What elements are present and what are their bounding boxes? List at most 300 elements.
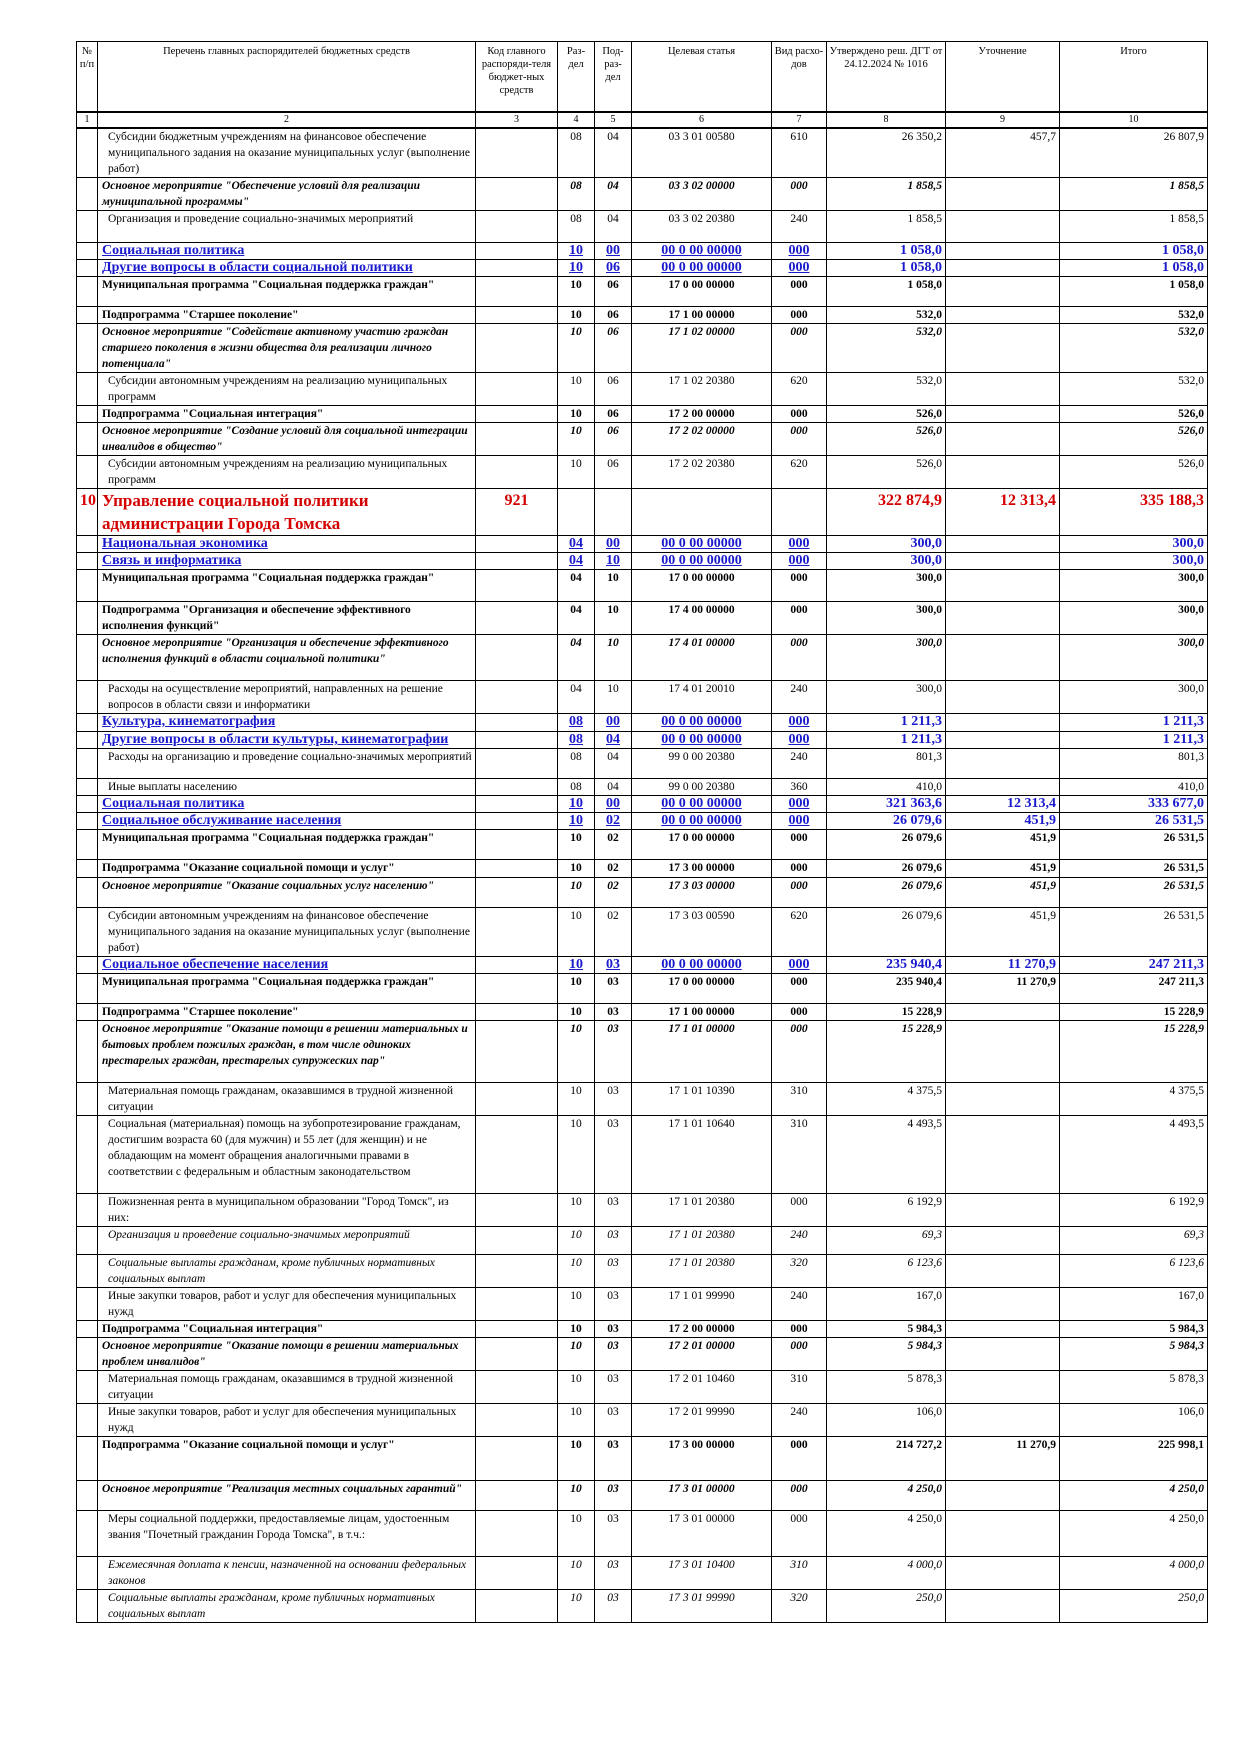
row-total: 4 000,0 (1060, 1557, 1208, 1590)
row-total: 26 807,9 (1060, 128, 1208, 178)
row-change: 451,9 (946, 908, 1060, 957)
row-vid: 000 (772, 324, 827, 373)
row-name: Подпрограмма "Старшее поколение" (98, 1004, 476, 1021)
row-change: 11 270,9 (946, 974, 1060, 1004)
row-approved: 1 058,0 (827, 243, 946, 260)
row-total: 333 677,0 (1060, 796, 1208, 813)
row-vid: 000 (772, 1021, 827, 1083)
row-approved: 1 858,5 (827, 211, 946, 243)
row-num (77, 1404, 98, 1437)
row-approved: 250,0 (827, 1590, 946, 1623)
row-razdel: 10 (558, 456, 595, 489)
row-change (946, 732, 1060, 749)
table-row (77, 307, 1208, 324)
row-name: Основное мероприятие "Реализация местных социальных гарантий" (98, 1481, 476, 1511)
row-change (946, 307, 1060, 324)
table-row (77, 635, 1208, 681)
row-total: 300,0 (1060, 570, 1208, 602)
row-change (946, 1338, 1060, 1371)
header-total: Итого (1060, 42, 1208, 112)
table-row (77, 1288, 1208, 1321)
table-row (77, 178, 1208, 211)
row-vid: 000 (772, 178, 827, 211)
row-target-article: 00 0 00 00000 (632, 813, 772, 830)
row-approved: 1 211,3 (827, 714, 946, 732)
row-approved: 26 079,6 (827, 813, 946, 830)
row-num (77, 602, 98, 635)
row-podrazdel: 10 (595, 553, 632, 570)
row-target-article: 17 2 00 00000 (632, 1321, 772, 1338)
row-target-article: 17 1 01 00000 (632, 1021, 772, 1083)
row-name: Субсидии автономным учреждениям на финансовое обеспечение муниципального задания на оказание муниципальных услуг (выполнение работ) (98, 908, 476, 957)
row-total: 1 211,3 (1060, 732, 1208, 749)
row-approved: 15 228,9 (827, 1021, 946, 1083)
row-razdel: 10 (558, 1021, 595, 1083)
row-podrazdel: 03 (595, 1004, 632, 1021)
row-total: 532,0 (1060, 307, 1208, 324)
row-target-article: 00 0 00 00000 (632, 260, 772, 277)
row-num (77, 260, 98, 277)
column-number: 6 (632, 112, 772, 128)
row-name: Подпрограмма "Организация и обеспечение эффективного исполнения функций" (98, 602, 476, 635)
row-num (77, 1590, 98, 1623)
row-target-article: 03 3 02 20380 (632, 211, 772, 243)
row-target-article: 17 1 01 99990 (632, 1288, 772, 1321)
row-podrazdel: 00 (595, 243, 632, 260)
row-total: 1 058,0 (1060, 260, 1208, 277)
row-approved: 5 984,3 (827, 1321, 946, 1338)
row-vid: 620 (772, 373, 827, 406)
row-num (77, 243, 98, 260)
row-razdel: 10 (558, 1481, 595, 1511)
row-num (77, 1116, 98, 1194)
row-code (476, 1194, 558, 1227)
row-num (77, 553, 98, 570)
row-code (476, 211, 558, 243)
row-razdel: 10 (558, 277, 595, 307)
row-num (77, 732, 98, 749)
row-target-article: 17 0 00 00000 (632, 974, 772, 1004)
table-header (77, 42, 1208, 128)
row-name: Муниципальная программа "Социальная поддержка граждан" (98, 277, 476, 307)
row-razdel: 10 (558, 307, 595, 324)
row-vid: 000 (772, 1511, 827, 1557)
row-total: 250,0 (1060, 1590, 1208, 1623)
row-vid: 000 (772, 860, 827, 878)
row-approved: 15 228,9 (827, 1004, 946, 1021)
row-podrazdel: 04 (595, 211, 632, 243)
row-change: 451,9 (946, 878, 1060, 908)
row-code (476, 974, 558, 1004)
row-target-article: 17 4 01 20010 (632, 681, 772, 714)
row-vid: 310 (772, 1557, 827, 1590)
row-code (476, 602, 558, 635)
row-change: 12 313,4 (946, 796, 1060, 813)
row-podrazdel: 03 (595, 1227, 632, 1255)
row-vid: 000 (772, 974, 827, 1004)
row-podrazdel: 06 (595, 456, 632, 489)
row-approved: 532,0 (827, 307, 946, 324)
row-code (476, 1557, 558, 1590)
row-podrazdel: 04 (595, 732, 632, 749)
row-target-article: 17 2 00 00000 (632, 406, 772, 423)
row-name: Меры социальной поддержки, предоставляемые лицам, удостоенным звания "Почетный гражданин Города Томска", в т.ч.: (98, 1511, 476, 1557)
table-row (77, 860, 1208, 878)
row-podrazdel: 03 (595, 1481, 632, 1511)
row-change (946, 1116, 1060, 1194)
row-target-article: 00 0 00 00000 (632, 553, 772, 570)
row-vid: 000 (772, 830, 827, 860)
row-code (476, 1338, 558, 1371)
row-podrazdel: 03 (595, 1371, 632, 1404)
row-num (77, 373, 98, 406)
row-razdel: 10 (558, 974, 595, 1004)
row-razdel: 10 (558, 1404, 595, 1437)
row-approved: 4 493,5 (827, 1116, 946, 1194)
row-target-article: 03 3 01 00580 (632, 128, 772, 178)
row-code (476, 260, 558, 277)
row-target-article: 17 2 01 00000 (632, 1338, 772, 1371)
row-name: Основное мероприятие "Организация и обеспечение эффективного исполнения функций в области социальной политики" (98, 635, 476, 681)
row-name: Муниципальная программа "Социальная поддержка граждан" (98, 974, 476, 1004)
row-num (77, 324, 98, 373)
row-code (476, 908, 558, 957)
row-num (77, 570, 98, 602)
row-razdel: 04 (558, 553, 595, 570)
row-vid: 000 (772, 536, 827, 553)
row-change: 11 270,9 (946, 1437, 1060, 1481)
column-number: 9 (946, 112, 1060, 128)
row-name: Основное мероприятие "Создание условий для социальной интеграции инвалидов в общество" (98, 423, 476, 456)
row-change (946, 1083, 1060, 1116)
row-change (946, 1481, 1060, 1511)
row-target-article: 00 0 00 00000 (632, 714, 772, 732)
row-code (476, 681, 558, 714)
row-podrazdel: 03 (595, 1511, 632, 1557)
row-code (476, 1288, 558, 1321)
row-podrazdel: 06 (595, 324, 632, 373)
row-num (77, 406, 98, 423)
row-total: 4 250,0 (1060, 1511, 1208, 1557)
row-total: 300,0 (1060, 635, 1208, 681)
row-razdel: 10 (558, 260, 595, 277)
table-body (77, 128, 1208, 1623)
row-vid: 000 (772, 732, 827, 749)
column-number: 10 (1060, 112, 1208, 128)
row-num (77, 908, 98, 957)
row-code (476, 456, 558, 489)
row-razdel: 10 (558, 1004, 595, 1021)
row-code (476, 878, 558, 908)
row-name: Связь и информатика (98, 553, 476, 570)
row-name: Основное мероприятие "Содействие активному участию граждан старшего поколения в жизни общества для реализации личного потенциала" (98, 324, 476, 373)
row-vid: 000 (772, 635, 827, 681)
row-target-article: 17 1 02 20380 (632, 373, 772, 406)
row-vid: 240 (772, 211, 827, 243)
row-approved: 106,0 (827, 1404, 946, 1437)
row-name: Муниципальная программа "Социальная поддержка граждан" (98, 570, 476, 602)
row-podrazdel: 00 (595, 714, 632, 732)
row-approved: 4 000,0 (827, 1557, 946, 1590)
row-total: 5 984,3 (1060, 1338, 1208, 1371)
row-target-article: 17 1 01 10640 (632, 1116, 772, 1194)
row-name: Социальная политика (98, 796, 476, 813)
column-number: 4 (558, 112, 595, 128)
row-name: Подпрограмма "Оказание социальной помощи и услуг" (98, 1437, 476, 1481)
row-total: 335 188,3 (1060, 489, 1208, 536)
row-podrazdel: 00 (595, 796, 632, 813)
table-row (77, 813, 1208, 830)
row-vid: 000 (772, 243, 827, 260)
row-total: 300,0 (1060, 553, 1208, 570)
row-target-article: 17 4 00 00000 (632, 602, 772, 635)
row-razdel: 08 (558, 779, 595, 796)
table-row (77, 1437, 1208, 1481)
row-razdel (558, 489, 595, 536)
table-row (77, 456, 1208, 489)
row-total: 4 375,5 (1060, 1083, 1208, 1116)
row-vid: 310 (772, 1083, 827, 1116)
row-razdel: 10 (558, 1288, 595, 1321)
row-target-article: 17 3 03 00000 (632, 878, 772, 908)
row-total: 15 228,9 (1060, 1021, 1208, 1083)
row-name: Основное мероприятие "Оказание социальных услуг населению" (98, 878, 476, 908)
row-razdel: 10 (558, 373, 595, 406)
header-num: № п/п (77, 42, 98, 112)
row-num (77, 1227, 98, 1255)
row-name: Муниципальная программа "Социальная поддержка граждан" (98, 830, 476, 860)
row-razdel: 08 (558, 749, 595, 779)
row-change (946, 1404, 1060, 1437)
row-code (476, 373, 558, 406)
row-razdel: 10 (558, 830, 595, 860)
row-approved: 300,0 (827, 553, 946, 570)
row-num (77, 178, 98, 211)
row-num (77, 974, 98, 1004)
row-code (476, 796, 558, 813)
row-vid: 240 (772, 1227, 827, 1255)
row-podrazdel: 03 (595, 1557, 632, 1590)
row-vid: 000 (772, 1338, 827, 1371)
row-razdel: 10 (558, 406, 595, 423)
row-code (476, 813, 558, 830)
row-total: 532,0 (1060, 324, 1208, 373)
row-change (946, 779, 1060, 796)
row-name: Субсидии автономным учреждениям на реализацию муниципальных программ (98, 373, 476, 406)
row-vid: 320 (772, 1255, 827, 1288)
row-total: 300,0 (1060, 681, 1208, 714)
table-row (77, 681, 1208, 714)
row-change (946, 243, 1060, 260)
row-total: 1 858,5 (1060, 178, 1208, 211)
row-podrazdel: 10 (595, 635, 632, 681)
row-num (77, 277, 98, 307)
row-change: 451,9 (946, 813, 1060, 830)
table-row (77, 570, 1208, 602)
row-num: 10 (77, 489, 98, 536)
row-target-article: 99 0 00 20380 (632, 779, 772, 796)
row-name: Иные закупки товаров, работ и услуг для обеспечения муниципальных нужд (98, 1404, 476, 1437)
row-razdel: 08 (558, 211, 595, 243)
row-change (946, 635, 1060, 681)
row-num (77, 860, 98, 878)
row-approved: 214 727,2 (827, 1437, 946, 1481)
row-num (77, 1338, 98, 1371)
row-vid: 320 (772, 1590, 827, 1623)
row-target-article: 17 4 01 00000 (632, 635, 772, 681)
row-change (946, 1288, 1060, 1321)
table-row (77, 1557, 1208, 1590)
row-total: 532,0 (1060, 373, 1208, 406)
table-row (77, 373, 1208, 406)
row-approved: 1 058,0 (827, 277, 946, 307)
table-row (77, 1227, 1208, 1255)
row-code (476, 1227, 558, 1255)
table-row (77, 974, 1208, 1004)
row-total: 5 984,3 (1060, 1321, 1208, 1338)
row-vid: 000 (772, 1437, 827, 1481)
table-row (77, 1255, 1208, 1288)
row-podrazdel: 03 (595, 1194, 632, 1227)
row-num (77, 1321, 98, 1338)
row-target-article: 17 3 03 00590 (632, 908, 772, 957)
row-approved: 5 984,3 (827, 1338, 946, 1371)
row-code: 921 (476, 489, 558, 536)
table-row (77, 1321, 1208, 1338)
row-change (946, 277, 1060, 307)
row-razdel: 10 (558, 1116, 595, 1194)
row-target-article: 17 3 01 00000 (632, 1481, 772, 1511)
row-target-article: 17 1 01 20380 (632, 1255, 772, 1288)
row-podrazdel: 02 (595, 830, 632, 860)
row-num (77, 1557, 98, 1590)
row-target-article: 17 1 00 00000 (632, 307, 772, 324)
row-name: Национальная экономика (98, 536, 476, 553)
row-total: 6 192,9 (1060, 1194, 1208, 1227)
header-change: Уточнение (946, 42, 1060, 112)
row-total: 1 058,0 (1060, 277, 1208, 307)
row-total: 247 211,3 (1060, 974, 1208, 1004)
row-change (946, 553, 1060, 570)
row-target-article (632, 489, 772, 536)
row-code (476, 553, 558, 570)
row-target-article: 17 0 00 00000 (632, 830, 772, 860)
table-row (77, 1511, 1208, 1557)
row-total: 167,0 (1060, 1288, 1208, 1321)
row-num (77, 878, 98, 908)
row-approved: 6 123,6 (827, 1255, 946, 1288)
row-change (946, 536, 1060, 553)
row-approved: 69,3 (827, 1227, 946, 1255)
row-code (476, 324, 558, 373)
row-podrazdel: 03 (595, 1338, 632, 1371)
row-code (476, 1321, 558, 1338)
table-row (77, 878, 1208, 908)
row-code (476, 1371, 558, 1404)
column-number: 7 (772, 112, 827, 128)
row-approved: 4 375,5 (827, 1083, 946, 1116)
row-code (476, 307, 558, 324)
row-approved: 801,3 (827, 749, 946, 779)
row-podrazdel: 04 (595, 178, 632, 211)
row-razdel: 10 (558, 1083, 595, 1116)
row-podrazdel: 03 (595, 1321, 632, 1338)
column-number: 3 (476, 112, 558, 128)
header-podrazdel: Под-раз-дел (595, 42, 632, 112)
row-razdel: 10 (558, 1194, 595, 1227)
row-target-article: 17 0 00 00000 (632, 570, 772, 602)
row-num (77, 1288, 98, 1321)
row-name: Культура, кинематография (98, 714, 476, 732)
row-razdel: 10 (558, 423, 595, 456)
row-change (946, 260, 1060, 277)
row-vid (772, 489, 827, 536)
row-code (476, 714, 558, 732)
row-razdel: 10 (558, 1590, 595, 1623)
row-total: 26 531,5 (1060, 860, 1208, 878)
row-vid: 000 (772, 602, 827, 635)
row-vid: 620 (772, 456, 827, 489)
row-podrazdel: 10 (595, 681, 632, 714)
row-podrazdel: 06 (595, 260, 632, 277)
row-num (77, 796, 98, 813)
row-target-article: 00 0 00 00000 (632, 243, 772, 260)
row-target-article: 17 3 01 99990 (632, 1590, 772, 1623)
table-row (77, 957, 1208, 974)
row-approved: 5 878,3 (827, 1371, 946, 1404)
table-row (77, 536, 1208, 553)
row-total: 5 878,3 (1060, 1371, 1208, 1404)
row-change (946, 178, 1060, 211)
row-total: 15 228,9 (1060, 1004, 1208, 1021)
row-target-article: 17 3 00 00000 (632, 1437, 772, 1481)
row-podrazdel (595, 489, 632, 536)
row-razdel: 10 (558, 796, 595, 813)
header-approved: Утверждено реш. ДГТ от 24.12.2024 № 1016 (827, 42, 946, 112)
row-razdel: 10 (558, 1227, 595, 1255)
row-approved: 167,0 (827, 1288, 946, 1321)
row-podrazdel: 03 (595, 1590, 632, 1623)
header-vid: Вид расхо-дов (772, 42, 827, 112)
row-target-article: 17 1 01 20380 (632, 1194, 772, 1227)
row-podrazdel: 04 (595, 779, 632, 796)
row-vid: 000 (772, 553, 827, 570)
row-podrazdel: 06 (595, 423, 632, 456)
table-row (77, 260, 1208, 277)
row-vid: 000 (772, 406, 827, 423)
row-change (946, 324, 1060, 373)
row-change (946, 1004, 1060, 1021)
row-podrazdel: 03 (595, 974, 632, 1004)
row-num (77, 714, 98, 732)
row-name: Организация и проведение социально-значимых мероприятий (98, 211, 476, 243)
row-vid: 240 (772, 1288, 827, 1321)
row-total: 410,0 (1060, 779, 1208, 796)
row-vid: 000 (772, 277, 827, 307)
row-podrazdel: 04 (595, 749, 632, 779)
table-row (77, 602, 1208, 635)
table-row (77, 324, 1208, 373)
row-vid: 310 (772, 1371, 827, 1404)
row-change (946, 406, 1060, 423)
row-total: 526,0 (1060, 456, 1208, 489)
row-target-article: 17 2 01 99990 (632, 1404, 772, 1437)
row-vid: 000 (772, 813, 827, 830)
row-vid: 000 (772, 714, 827, 732)
row-name: Основное мероприятие "Оказание помощи в решении материальных проблем инвалидов" (98, 1338, 476, 1371)
row-approved: 235 940,4 (827, 957, 946, 974)
row-approved: 526,0 (827, 423, 946, 456)
